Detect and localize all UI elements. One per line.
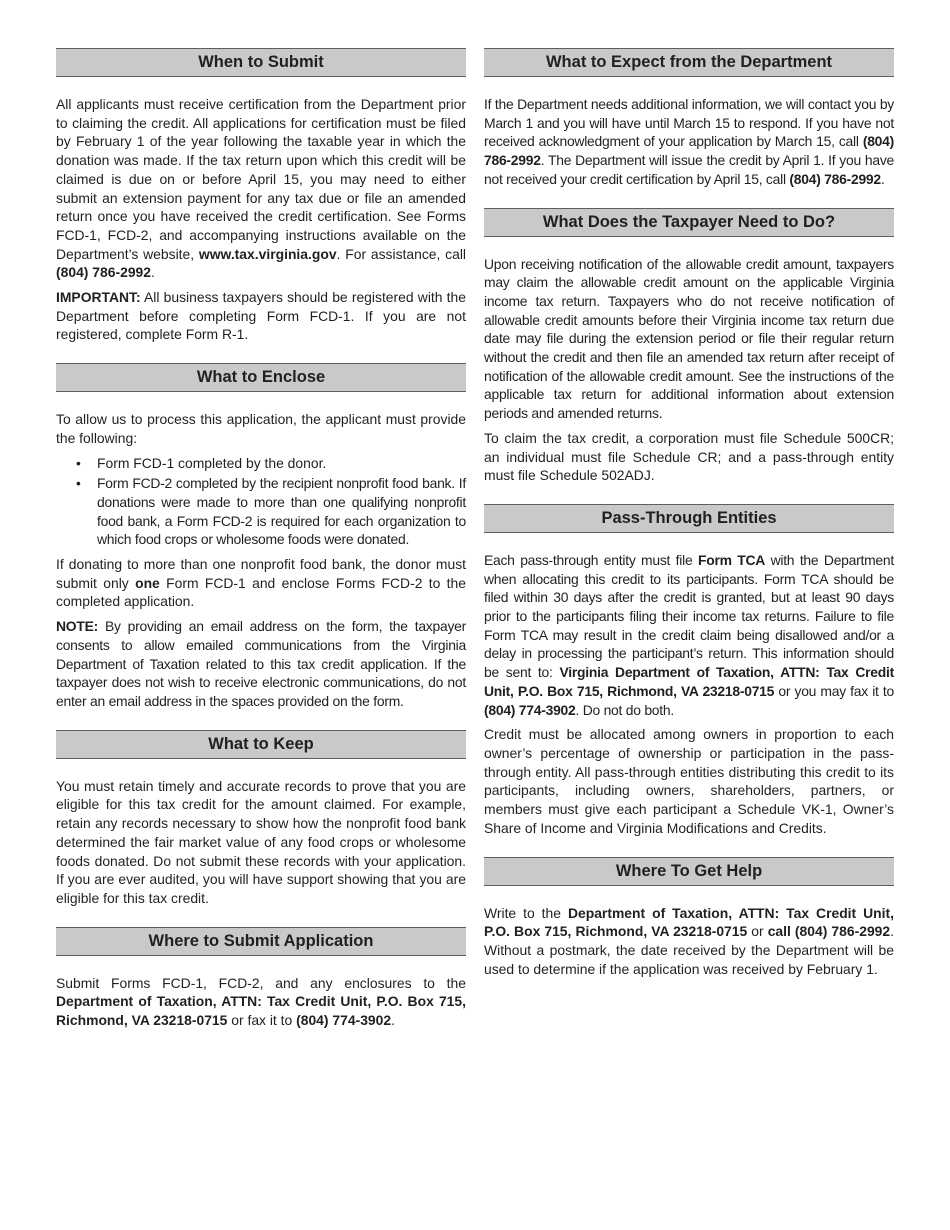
section-what-to-keep xyxy=(56,730,466,908)
section-heading: What to Expect from the Department xyxy=(484,48,894,77)
enclose-intro: To allow us to process this application, the applicant must provide the following: xyxy=(56,411,466,446)
note-paragraph: NOTE: By providing an email address on the form, the taxpayer consents to allow emailed communications from the Virginia Department of Taxation related to this tax credit application. If the taxpayer does not wish to receive electronic communications, do not enter an email address in the spaces provided on the form. xyxy=(56,618,466,709)
section-taxpayer-need xyxy=(484,208,894,485)
section-heading: What Does the Taxpayer Need to Do? xyxy=(484,208,894,237)
list-item: • Form FCD-2 completed by the recipient nonprofit food bank. If donations were made to more than one qualifying nonprofit food bank, a Form FCD-2 is required for each organization to which food crops or wholesome foods were donated. xyxy=(56,474,466,549)
right-column xyxy=(484,48,894,997)
important-label: IMPORTANT: xyxy=(56,289,141,306)
submit-paragraph: Submit Forms FCD-1, FCD-2, and any enclosures to the Department of Taxation, ATTN: Tax Credit Unit, P.O. Box 715, Richmond, VA 23218-0715 or fax it to (804) 774-3902. xyxy=(56,974,466,1029)
taxpayer-paragraph-1: Upon receiving notification of the allowable credit amount, taxpayers may claim the allowable credit amount on the applicable Virginia income tax return. Taxpayers who do not receive notification of allowable credit amounts before their Virginia income tax return due date may file during the extension period or file their regular return without the credit and then file an amended tax return after receipt of notification of the allowable credit amount. See the instructions of the applicable tax return for additional information about extension periods and amended returns. xyxy=(484,255,894,422)
list-item: • Form FCD-1 completed by the donor. xyxy=(56,454,466,473)
section-heading: Pass-Through Entities xyxy=(484,504,894,533)
help-phone: call (804) 786-2992 xyxy=(767,923,891,940)
keep-paragraph: You must retain timely and accurate records to prove that you are eligible for this tax credit for the amount claimed. For example, retain any records necessary to show how the nonprofit food bank determined the fair market value of any food crops or wholesome foods donated. Do not submit these records with your application. If you are ever audited, you will have support showing that you are eligible for this tax credit. xyxy=(56,777,466,906)
donating-paragraph: If donating to more than one nonprofit food bank, the donor must submit only one Form FCD-1 and enclose Forms FCD-2 to the completed application. xyxy=(56,556,466,610)
section-heading: When to Submit xyxy=(56,48,466,77)
expect-paragraph: If the Department needs additional information, we will contact you by March 1 and you will have until March 15 to respond. If you have not received acknowledgment of your application by March 15, call (804) 786-2992. The Department will issue the credit by April 1. If you have not received your credit certification by April 15, call (804) 786-2992. xyxy=(484,96,894,187)
section-where-to-submit xyxy=(56,927,466,1030)
left-column xyxy=(56,48,466,1049)
mailing-address: Department of Taxation, ATTN: Tax Credit Unit, P.O. Box 715, Richmond, VA 23218-0715 xyxy=(484,904,894,940)
important-paragraph: IMPORTANT: All business taxpayers should be registered with the Department before completing Form FCD-1. If you are not registered, complete Form R-1. xyxy=(56,289,466,343)
note-label: NOTE: xyxy=(56,618,98,635)
section-what-to-enclose xyxy=(56,363,466,711)
phone-number: (804) 786-2992 xyxy=(484,133,894,169)
mailing-address: Department of Taxation, ATTN: Tax Credit Unit, P.O. Box 715, Richmond, VA 23218-0715 xyxy=(56,993,466,1029)
section-pass-through xyxy=(484,504,894,838)
pass-through-paragraph-2: Credit must be allocated among owners in proportion to each owner’s percentage of ownership or participation in the pass-through entity. All pass-through entities distributing this credit to its participants, including owners, shareholders, partners, or members must give each participant a Schedule VK-1, Owner’s Share of Income and Virginia Modifications and Credits. xyxy=(484,726,894,836)
section-heading: Where to Submit Application xyxy=(56,927,466,956)
assistance-phone: (804) 786-2992 xyxy=(56,264,151,281)
help-paragraph: Write to the Department of Taxation, ATTN: Tax Credit Unit, P.O. Box 715, Richmond, VA 23218-0715 or call (804) 786-2992. Without a postmark, the date received by the Department will be used to determine if the application was received by February 1. xyxy=(484,904,894,977)
section-when-to-submit xyxy=(56,48,466,344)
fax-number: (804) 774-3902 xyxy=(484,701,576,718)
section-what-to-expect xyxy=(484,48,894,189)
section-heading: Where To Get Help xyxy=(484,857,894,886)
mailing-address: Virginia Department of Taxation, ATTN: Tax Credit Unit, P.O. Box 715, Richmond, VA 23218-0715 xyxy=(484,664,894,699)
section-heading: What to Keep xyxy=(56,730,466,759)
form-tca: Form TCA xyxy=(697,551,766,568)
phone-number: (804) 786-2992 xyxy=(789,170,881,187)
taxpayer-paragraph-2: To claim the tax credit, a corporation must file Schedule 500CR; an individual must file Schedule CR; and a pass-through entity must file Schedule 502ADJ. xyxy=(484,429,894,484)
when-to-submit-paragraph: All applicants must receive certification from the Department prior to claiming the credit. All applications for certification must be filed by February 1 of the year following the taxable year in which the donation was made. If the tax return upon which this credit will be claimed is due on or before April 15, you may need to either submit an extension payment for any tax due or file an amended return once you have received the credit certification. See Forms FCD-1, FCD-2, and accompanying instructions available on the Department’s website, www.tax.virginia.gov. For assistance, call (804) 786-2992. xyxy=(56,96,467,281)
pass-through-paragraph-1: Each pass-through entity must file Form TCA with the Department when allocating this credit to its participants. Form TCA should be filed within 30 days after the credit is granted, but at least 90 days prior to the participants filing their income tax returns. Failure to file Form TCA may result in the credit claim being disallowed and/or a delay in processing the participant’s return. This information should be sent to: Virginia Department of Taxation, ATTN: Tax Credit Unit, P.O. Box 715, Richmond, VA 23218-0715 or you may fax it to (804) 774-3902. Do not do both. xyxy=(484,551,894,718)
section-get-help xyxy=(484,857,894,979)
section-heading: What to Enclose xyxy=(56,363,466,392)
fax-number: (804) 774-3902 xyxy=(296,1012,392,1029)
website-link: www.tax.virginia.gov xyxy=(198,245,337,262)
enclose-list xyxy=(56,454,466,550)
